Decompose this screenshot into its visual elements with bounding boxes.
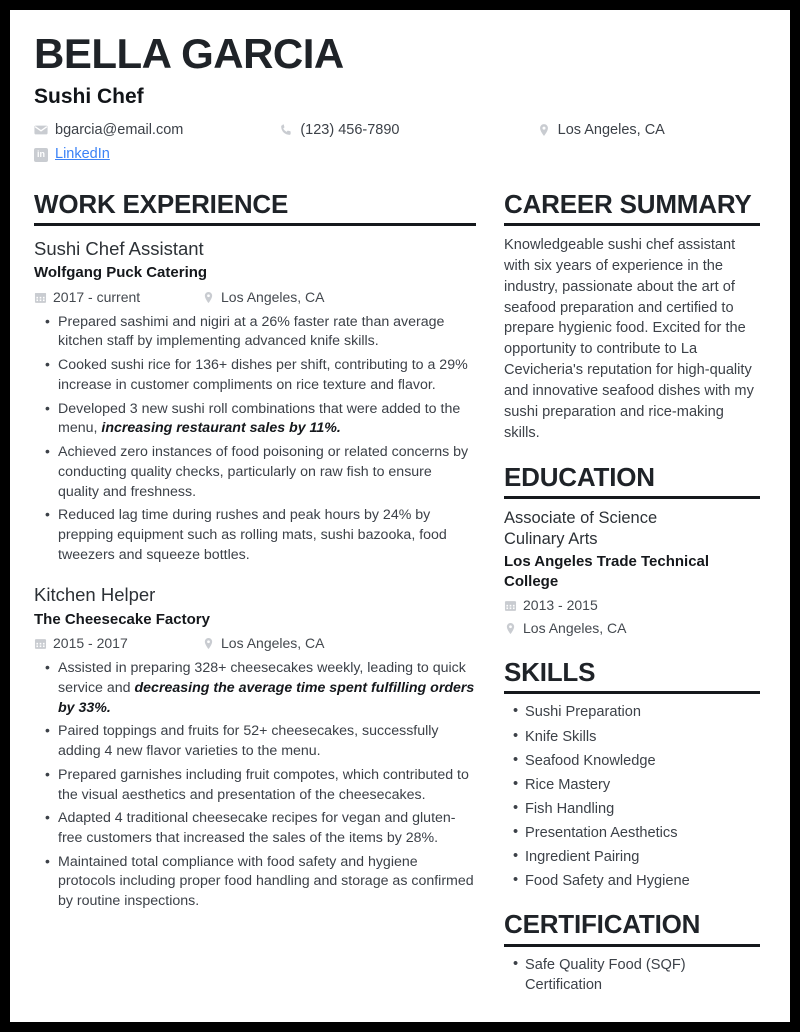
- section-rule: [504, 944, 760, 947]
- work-entry-title: Sushi Chef Assistant: [34, 238, 204, 260]
- list-item: • Sushi Preparation: [525, 702, 760, 722]
- education-dates: [504, 595, 760, 616]
- education-heading: EDUCATION: [504, 461, 655, 492]
- career-summary-heading: CAREER SUMMARY: [504, 188, 752, 219]
- calendar-icon: [504, 599, 517, 612]
- contact-linkedin[interactable]: [34, 145, 279, 165]
- bullet-text: Adapted 4 traditional cheesecake recipes for vegan and gluten-free customers that increased the sales of the items by 28%.: [58, 810, 456, 846]
- work-entry-dates-text: 2017 - current: [53, 288, 141, 305]
- education-location: [504, 618, 760, 639]
- education-dates-text: 2013 - 2015: [523, 597, 598, 614]
- resume-header: [10, 10, 790, 165]
- calendar-icon: [34, 291, 47, 304]
- contact-phone[interactable]: [279, 121, 536, 141]
- list-item: • Fish Handling: [525, 799, 760, 819]
- section-rule: [504, 691, 760, 694]
- bullet-emphasis: decreasing the average time spent fulfilling orders by 33%.: [58, 679, 475, 716]
- education-degree-line-1: Associate of Science: [504, 508, 658, 527]
- section-certification: [504, 911, 760, 995]
- bullet-text: Prepared garnishes including fruit compotes, which contributed to the visual aesthetics and presentation of the cheesecakes.: [58, 766, 469, 803]
- bullet-text: Paired toppings and fruits for 52+ cheesecakes, successfully adding 4 new flavor varieties to the menu.: [58, 723, 439, 760]
- contact-column-1: [34, 121, 279, 165]
- map-pin-icon: [537, 123, 551, 137]
- list-item: • Food Safety and Hygiene: [525, 871, 760, 891]
- section-education: [504, 461, 760, 640]
- contact-email[interactable]: [34, 121, 279, 141]
- work-entry-meta: [34, 287, 476, 308]
- bullet-emphasis: increasing restaurant sales by 11%.: [101, 420, 341, 437]
- contact-linkedin-link[interactable]: LinkedIn: [55, 146, 110, 163]
- linkedin-icon: in: [34, 148, 48, 162]
- resume-body: [10, 165, 790, 999]
- bullet-text: Assisted in preparing 328+ cheesecakes weekly, leading to quick service and: [58, 660, 466, 696]
- work-entry-location-text: Los Angeles, CA: [221, 288, 325, 305]
- contact-location-text: Los Angeles, CA: [557, 121, 665, 138]
- section-rule: [504, 496, 760, 499]
- education-school: Los Angeles Trade Technical College: [504, 553, 710, 590]
- list-item: • Knife Skills: [525, 727, 760, 747]
- map-pin-icon: [202, 291, 215, 304]
- bullet-item: [58, 766, 476, 805]
- map-pin-icon: [202, 637, 215, 650]
- calendar-icon: [34, 637, 47, 650]
- work-entry-organization: Wolfgang Puck Catering: [34, 264, 208, 282]
- candidate-job-title: Sushi Chef: [34, 84, 144, 108]
- contact-column-2: [279, 121, 536, 141]
- certification-heading: CERTIFICATION: [504, 909, 701, 940]
- work-entry: [34, 237, 476, 565]
- bullet-text: Reduced lag time during rushes and peak hours by 24% by prepping equipment such as rolling mats, sushi bazooka, food tweezers and squeeze bottles.: [58, 507, 447, 563]
- bullet-item: [58, 506, 476, 565]
- education-location-text: Los Angeles, CA: [523, 620, 627, 637]
- work-entry-bullets: [34, 659, 476, 912]
- bullet-item: [58, 313, 476, 352]
- work-entry-dates-text: 2015 - 2017: [53, 635, 128, 652]
- map-pin-icon: [504, 622, 517, 635]
- candidate-name: BELLA GARCIA: [34, 30, 344, 77]
- work-entry-location: [202, 633, 325, 654]
- section-rule: [504, 223, 760, 226]
- contact-info: [34, 121, 766, 165]
- envelope-icon: [34, 123, 48, 137]
- work-entry-bullets: [34, 313, 476, 566]
- bullet-text: Prepared sashimi and nigiri at a 26% faster rate than average kitchen staff by implementing advanced knife skills.: [58, 313, 445, 350]
- bullet-item: [58, 853, 476, 912]
- right-column: [504, 188, 760, 999]
- skills-heading: SKILLS: [504, 657, 596, 688]
- work-entry-location: [202, 287, 325, 308]
- work-entry-location-text: Los Angeles, CA: [221, 635, 325, 652]
- section-skills: [504, 659, 760, 891]
- work-entry-organization: The Cheesecake Factory: [34, 610, 210, 628]
- education-meta: [504, 595, 760, 639]
- list-item: • Seafood Knowledge: [525, 751, 760, 771]
- list-item: • Rice Mastery: [525, 775, 760, 795]
- bullet-item: [58, 809, 476, 848]
- work-entry-dates: [34, 287, 202, 308]
- left-column: [34, 188, 494, 999]
- contact-phone-text: (123) 456-7890: [300, 121, 400, 138]
- list-item: • Presentation Aesthetics: [525, 823, 760, 843]
- section-career-summary: [504, 188, 760, 444]
- skills-list: [504, 702, 760, 891]
- bullet-item: [58, 659, 476, 718]
- section-work-experience: [34, 188, 476, 912]
- bullet-item: [58, 356, 476, 395]
- certification-list: [504, 955, 760, 995]
- work-entry-meta: [34, 633, 476, 654]
- list-item: • Ingredient Pairing: [525, 847, 760, 867]
- bullet-item: [58, 443, 476, 502]
- bullet-item: [58, 400, 476, 439]
- work-experience-heading: WORK EXPERIENCE: [34, 188, 289, 219]
- bullet-text: Cooked sushi rice for 136+ dishes per shift, contributing to a 29% increase in customer compliments on rice texture and flavor.: [58, 357, 468, 393]
- bullet-text: Developed 3 new sushi roll combinations that were added to the menu,: [58, 400, 461, 437]
- list-item: • Safe Quality Food (SQF) Certification: [525, 955, 760, 995]
- work-entry: [34, 583, 476, 911]
- contact-email-text: bgarcia@email.com: [55, 121, 184, 138]
- work-entry-title: Kitchen Helper: [34, 584, 156, 606]
- contact-column-3: [537, 121, 766, 141]
- work-entry-dates: [34, 633, 202, 654]
- bullet-text: Achieved zero instances of food poisoning or related concerns by conducting quality checks, particularly on raw fish to ensure quality and freshness.: [58, 444, 469, 500]
- education-degree-line-2: Culinary Arts: [504, 530, 598, 549]
- bullet-item: [58, 722, 476, 761]
- bullet-text: Maintained total compliance with food safety and hygiene protocols including proper food handling and storage as confirmed by routine inspections.: [58, 853, 474, 910]
- resume-page: [10, 10, 790, 1022]
- section-rule: [34, 223, 476, 226]
- contact-location: [537, 121, 766, 141]
- phone-icon: [279, 123, 293, 137]
- career-summary-text: Knowledgeable sushi chef assistant with six years of experience in the industry, passionate about the art of seafood preparation and certified to prepare hygienic food. Excited for the opportunity to contribute to La Cevicheria's reputation for high-quality and innovative seafood dishes with my sushi preparation and rice-making skills.: [504, 237, 754, 441]
